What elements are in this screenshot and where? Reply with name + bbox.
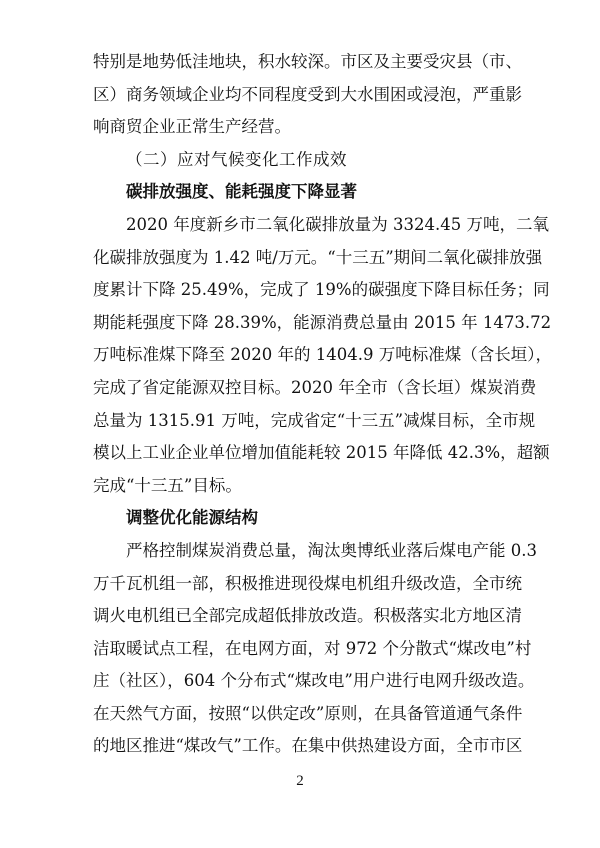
text-line: 模以上工业企业单位增加值能耗较 2015 年降低 42.3%，超额 [93, 443, 550, 463]
text-line: 万吨标准煤下降至 2020 年的 1404.9 万吨标准煤（含长垣）， [93, 345, 552, 365]
text-line: 响商贸企业正常生产经营。 [93, 117, 291, 137]
text-line: 的地区推进“煤改气”工作。在集中供热建设方面，全市市区 [93, 736, 523, 756]
text-line: 严格控制煤炭消费总量，淘汰奥博纸业落后煤电产能 0.3 [126, 540, 537, 560]
document-body [93, 46, 552, 763]
text-line: 万千瓦机组一部，积极推进现役煤电机组升级改造，全市统 [93, 573, 522, 593]
text-line: 2020 年度新乡市二氧化碳排放量为 3324.45 万吨，二氧 [126, 214, 549, 234]
text-line: 化碳排放强度为 1.42 吨/万元。“十三五”期间二氧化碳排放强 [93, 247, 543, 267]
text-line: 洁取暖试点工程，在电网方面，对 972 个分散式“煤改电”村 [93, 638, 532, 658]
text-line: 庄（社区），604 个分布式“煤改电”用户进行电网升级改造。 [93, 671, 535, 691]
text-line: 期能耗强度下降 28.39%，能源消费总量由 2015 年 1473.72 [93, 312, 552, 332]
text-line: 完成“十三五”目标。 [93, 475, 242, 495]
text-line: 在天然气方面，按照“以供定改”原则，在具备管道通气条件 [93, 703, 523, 723]
paragraph-heading: 调整优化能源结构 [126, 508, 258, 528]
text-line: 调火电机组已全部完成超低排放改造。积极落实北方地区清 [93, 606, 522, 626]
section-subheading: （二）应对气候变化工作成效 [126, 149, 347, 169]
text-line: 总量为 1315.91 万吨，完成省定“十三五”减煤目标，全市规 [93, 410, 536, 430]
page-number: 2 [296, 773, 304, 789]
text-line: 区）商务领域企业均不同程度受到大水围困或浸泡，严重影 [93, 84, 522, 104]
text-line: 度累计下降 25.49%，完成了 19%的碳强度下降目标任务；同 [93, 280, 550, 300]
paragraph-heading: 碳排放强度、能耗强度下降显著 [126, 182, 357, 202]
text-line: 特别是地势低洼地块，积水较深。市区及主要受灾县（市、 [93, 52, 522, 71]
text-line: 完成了省定能源双控目标。2020 年全市（含长垣）煤炭消费 [93, 377, 537, 397]
